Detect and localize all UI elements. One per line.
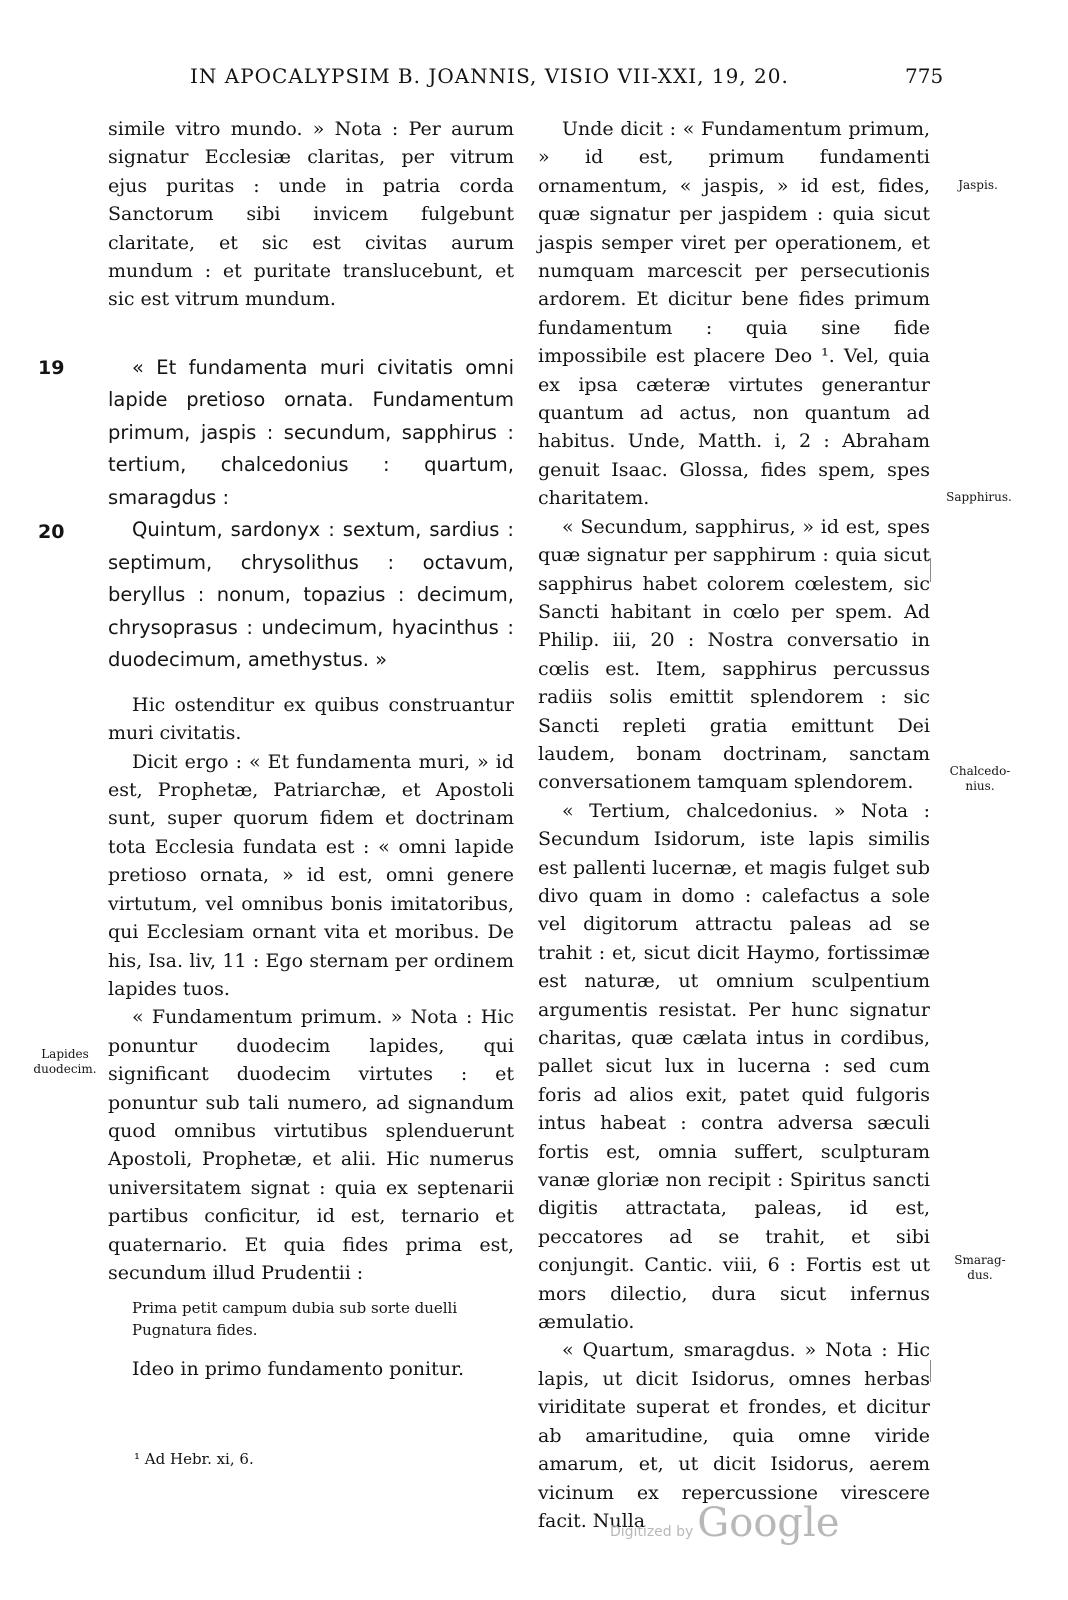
right-column <box>538 115 930 1535</box>
margin-rule <box>930 558 931 582</box>
sidenote-smaragdus: Smarag- dus. <box>954 1253 1006 1282</box>
google-logo: Google <box>697 1500 840 1546</box>
right-paragraph-4: « Quartum, smaragdus. » Nota : Hic lapis, ut dicit Isidorus, omnes herbas viriditate superat et frondes, et dicitur ab amaritudine, quia omne viride amarum, et, ut dicit Isidorus, aerem vicinum ex repercussione virescere facit. Nulla <box>538 1339 930 1532</box>
page-number: 775 <box>905 64 944 88</box>
left-paragraph-1: simile vitro mundo. » Nota : Per aurum signatur Ecclesiæ claritas, per vitrum ejus puritas : unde in patria corda Sanctorum sibi invicem fulgebunt claritate, et sic est civitas aurum mundum : et puritate translucebunt, et sic est vitrum mundum. <box>108 118 514 311</box>
sidenote-chalcedonius: Chalcedo- nius. <box>949 764 1011 793</box>
sidenote-sapphirus: Sapphirus. <box>946 490 1012 504</box>
poem-line-2: Pugnatura fides. <box>132 1321 258 1340</box>
verse-number-19: 19 <box>38 357 65 379</box>
prudentius-quote <box>108 1297 514 1341</box>
right-paragraph-3: « Tertium, chalcedonius. » Nota : Secundum Isidorum, iste lapis similis est pallenti lucernæ, et magis fulget sub divo quam in domo : calefactus a sole vel digitorum attractu paleas ad se trahit : et, sicut dicit Haymo, fortissimæ est naturæ, ut omnium sculpentium argumentis resistat. Per hunc signatur charitas, quæ cælata intus in cordibus, pallet sicut lux in lucerna : sed cum foris ad alios exit, patet quid fulgoris intus habeat : contra adversa sæculi fortis est, omnia suffert, sculpturam vanæ gloriæ non recipit : Spiritus sancti digitis attractata, paleas, id est, peccatores ad se trahit, et sibi conjungit. Cantic. viii, 6 : Fortis est ut mors dilectio, dura sicut infernus æmulatio. <box>538 799 930 1334</box>
right-paragraph-2: « Secundum, sapphirus, » id est, spes quæ signatur per sapphirum : quia sicut sapphirus habet colorem cœlestem, sic Sancti habitant in cœlo per spem. Ad Philip. iii, 20 : Nostra conversatio in cœlis est. Item, sapphirus percussus radiis solis emittit splendorem : sic Sancti repleti gratia emittunt Dei laudem, bonam doctrinam, sanctam conversationem tamquam splendorem. <box>538 515 930 794</box>
right-paragraph-1: Unde dicit : « Fundamentum primum, » id est, primum fundamenti ornamentum, « jaspis, » id est, fides, quæ signatur per jaspidem : quia sicut jaspis semper viret per operationem, et numquam marcescit per persecutionis ardorem. Et dicitur bene fides primum fundamentum : quia sine fide impossibile est placere Deo ¹. Vel, quia ex ipsa cæteræ virtutes generantur quantum ad actus, non quantum ad habitus. Unde, Matth. i, 2 : Abraham genuit Isaac. Glossa, fides spem, spes charitatem. <box>538 118 930 510</box>
footnote: ¹ Ad Hebr. xi, 6. <box>134 1450 254 1468</box>
left-paragraph-3: Dicit ergo : « Et fundamenta muri, » id est, Prophetæ, Patriarchæ, et Apostoli sunt, super quorum fidem et doctrinam tota Ecclesia fundata est : « omni lapide pretioso ornata, » id est, omni genere virtutum, vel omnibus bonis imitatoribus, qui Ecclesiam ornant vita et moribus. De his, Isa. liv, 11 : Ego sternam per ordinem lapides tuos. <box>108 750 514 1000</box>
margin-rule <box>930 1360 931 1382</box>
watermark-prefix: Digitized by <box>610 1524 694 1540</box>
verse-19-text: « Et fundamenta muri civitatis omni lapide pretioso ornata. Fundamentum primum, jaspis : secundum, sapphirus : tertium, chalcedonius : quartum, smaragdus : <box>108 355 514 509</box>
sidenote-lapides-duodecim: Lapides duodecim. <box>33 1047 97 1076</box>
poem-line-1: Prima petit campum dubia sub sorte duelli <box>132 1299 458 1318</box>
sidenote-jaspis: Jaspis. <box>958 178 998 192</box>
running-title: IN APOCALYPSIM B. JOANNIS, VISIO VII-XXI, 19, 20. <box>190 64 789 88</box>
left-paragraph-5: Ideo in primo fundamento ponitur. <box>132 1358 464 1381</box>
left-paragraph-4: « Fundamentum primum. » Nota : Hic ponuntur duodecim lapides, qui significant duodecim virtutes : et ponuntur sub tali numero, ad signandum quod omnibus virtutibus splenduerunt Apostoli, Prophetæ, et alii. Hic numerus universitatem signat : quia ex septenarii partibus conficitur, id est, ternario et quaternario. Et quia fides prima est, secundum illud Prudentii : <box>108 1006 514 1284</box>
verse-number-20: 20 <box>38 521 65 543</box>
left-column <box>108 115 514 1384</box>
digitized-watermark <box>610 1500 839 1546</box>
left-paragraph-2: Hic ostenditur ex quibus construantur muri civitatis. <box>108 693 514 745</box>
verse-20-text: Quintum, sardonyx : sextum, sardius : septimum, chrysolithus : octavum, beryllus : nonum, topazius : decimum, chrysoprasus : undecimum, hyacinthus : duodecimum, amethystus. » <box>108 518 514 672</box>
